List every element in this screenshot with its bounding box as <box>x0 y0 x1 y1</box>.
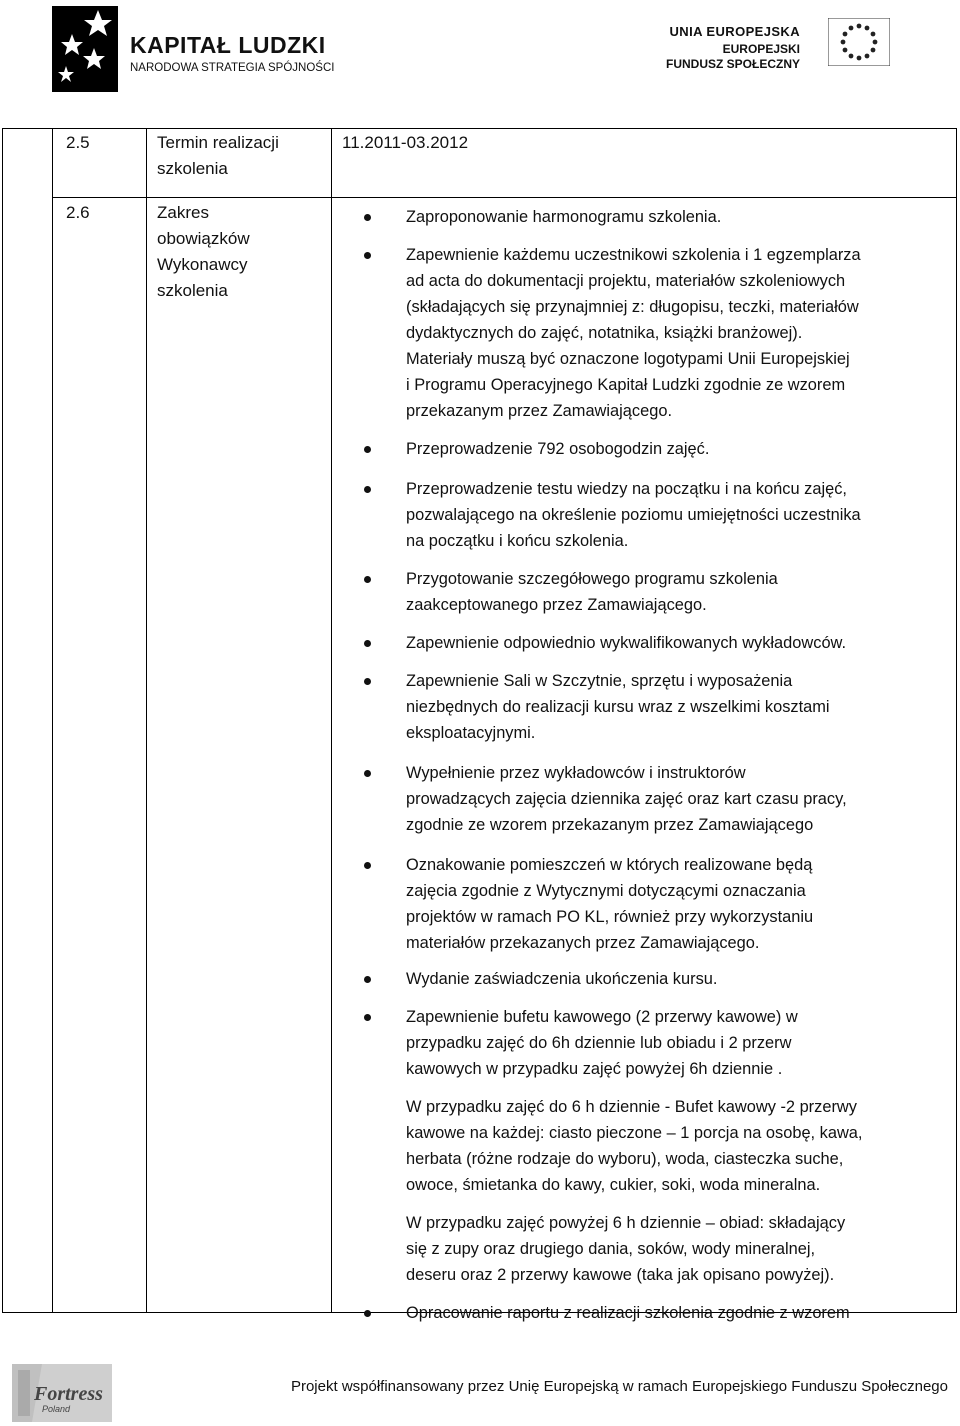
bullet-icon <box>364 640 371 647</box>
kapital-ludzki-mark-icon <box>50 4 120 94</box>
row-label-line: obowiązków <box>157 229 250 248</box>
eu-logo-line1: UNIA EUROPEJSKA <box>669 24 800 39</box>
row-value: 11.2011-03.2012 <box>342 133 469 152</box>
bullet-icon <box>364 678 371 685</box>
fortress-logo <box>12 1364 112 1422</box>
eu-stars-flag-icon <box>828 18 890 66</box>
bullet-icon <box>364 576 371 583</box>
paragraph-line: herbata (różne rodzaje do wyboru), woda, ciasteczka suche, <box>406 1150 844 1168</box>
list-item-line: Przeprowadzenie testu wiedzy na początku i na końcu zajęć, <box>406 480 847 498</box>
row-label-line: Zakres <box>157 203 209 222</box>
paragraph-line: kawowe na każdej: ciasto pieczone – 1 porcja na osobę, kawa, <box>406 1124 863 1142</box>
list-item-line: (składających się przynajmniej z: długopisu, teczki, materiałów <box>406 298 859 316</box>
fortress-logo-sub: Poland <box>42 1404 71 1414</box>
list-item <box>372 760 932 838</box>
list-item-line: zaakceptowanego przez Zamawiającego. <box>406 596 707 614</box>
row-label-line: szkolenia <box>157 159 228 178</box>
list-item-line: ad acta do dokumentacji projektu, materiałów szkoleniowych <box>406 272 846 290</box>
bullet-icon <box>364 252 371 259</box>
duties-list <box>372 204 932 1326</box>
list-item-line: Zapewnienie każdemu uczestnikowi szkolenia i 1 egzemplarza <box>406 246 861 264</box>
list-item-line: eksploatacyjnymi. <box>406 724 536 742</box>
list-item-line: materiałów przekazanych przez Zamawiającego. <box>406 934 760 952</box>
eu-logo <box>665 18 900 78</box>
kapital-ludzki-logo <box>50 4 335 94</box>
bullet-icon <box>364 1014 371 1021</box>
table-divider <box>52 128 53 1313</box>
paragraph-line: W przypadku zajęć do 6 h dziennie - Bufet kawowy -2 przerwy <box>406 1098 857 1116</box>
bullet-icon <box>364 976 371 983</box>
footer-funding-note: Projekt współfinansowany przez Unię Europejską w ramach Europejskiego Funduszu Społecznego <box>290 1378 948 1395</box>
list-item-line: Zaproponowanie harmonogramu szkolenia. <box>406 208 722 226</box>
list-item-line: Zapewnienie Sali w Szczytnie, sprzętu i wyposażenia <box>406 672 793 690</box>
list-item <box>372 436 932 462</box>
list-item-line: Zapewnienie odpowiednio wykwalifikowanych wykładowców. <box>406 634 847 652</box>
list-item <box>372 566 932 618</box>
list-item-line: zajęcia zgodnie z Wytycznymi dotyczącymi oznaczania <box>406 882 806 900</box>
list-item-line: zgodnie ze wzorem przekazanym przez Zamawiającego <box>406 816 814 834</box>
list-item-line: dydaktycznych do zajęć, notatnika, książki branżowej). <box>406 324 803 342</box>
bullet-icon <box>364 214 371 221</box>
bullet-icon <box>364 770 371 777</box>
list-item-line: Wydanie zaświadczenia ukończenia kursu. <box>406 970 718 988</box>
list-item-line: Wypełnienie przez wykładowców i instruktorów <box>406 764 746 782</box>
list-item-line: przypadku zajęć do 6h dziennie lub obiadu i 2 przerw <box>406 1034 792 1052</box>
list-item-line: niezbędnych do realizacji kursu wraz z wszelkimi kosztami <box>406 698 830 716</box>
paragraph-line: deseru oraz 2 przerwy kawowe (taka jak opisano powyżej). <box>406 1266 835 1284</box>
list-item <box>372 630 932 656</box>
list-item <box>372 1004 932 1288</box>
page-header <box>0 0 960 110</box>
list-item <box>372 852 932 956</box>
bullet-icon <box>364 1310 371 1317</box>
paragraph-line: W przypadku zajęć powyżej 6 h dziennie – obiad: składający <box>406 1214 846 1232</box>
row-label <box>157 130 317 182</box>
list-item-line: Oznakowanie pomieszczeń w których realizowane będą <box>406 856 813 874</box>
table-divider <box>331 128 332 1313</box>
row-label <box>157 200 317 304</box>
list-item <box>372 1300 932 1326</box>
bullet-icon <box>364 446 371 453</box>
list-item-line: i Programu Operacyjnego Kapitał Ludzki zgodnie ze wzorem <box>406 376 846 394</box>
list-item-line: Przygotowanie szczegółowego programu szkolenia <box>406 570 778 588</box>
fortress-logo-text: Fortress <box>34 1383 103 1405</box>
list-item-line: Opracowanie raportu z realizacji szkolenia zgodnie z wzorem <box>406 1304 850 1322</box>
list-item <box>372 966 932 992</box>
row-label-line: Wykonawcy <box>157 255 248 274</box>
eu-logo-line2: EUROPEJSKI <box>722 42 800 56</box>
kapital-ludzki-subtitle: NARODOWA STRATEGIA SPÓJNOŚCI <box>130 62 335 74</box>
list-item-line: projektów w ramach PO KL, również przy wykorzystaniu <box>406 908 814 926</box>
list-item-line: przekazanym przez Zamawiającego. <box>406 402 673 420</box>
list-item-line: Materiały muszą być oznaczone logotypami Unii Europejskiej <box>406 350 850 368</box>
list-item-paragraph <box>406 1094 932 1198</box>
list-item-line: prowadzących zajęcia dziennika zajęć oraz kart czasu pracy, <box>406 790 847 808</box>
row-number: 2.6 <box>66 203 90 222</box>
paragraph-line: się z zupy oraz drugiego dania, soków, wody mineralnej, <box>406 1240 816 1258</box>
row-number: 2.5 <box>66 133 90 152</box>
paragraph-line: owoce, śmietanka do kawy, cukier, soki, woda mineralna. <box>406 1176 821 1194</box>
table-divider <box>146 128 147 1313</box>
list-item-line: pozwalającego na określenie poziomu umiejętności uczestnika <box>406 506 861 524</box>
list-item <box>372 668 932 746</box>
eu-logo-line3: FUNDUSZ SPOŁECZNY <box>665 57 800 71</box>
list-item-line: na początku i końcu szkolenia. <box>406 532 629 550</box>
row-label-line: Termin realizacji <box>157 133 279 152</box>
row-label-line: szkolenia <box>157 281 228 300</box>
list-item-line: kawowych w przypadku zajęć powyżej 6h dziennie . <box>406 1060 783 1078</box>
list-item-paragraph <box>406 1210 932 1288</box>
bullet-icon <box>364 486 371 493</box>
kapital-ludzki-title: KAPITAŁ LUDZKI <box>130 32 326 58</box>
list-item <box>372 476 932 554</box>
table-divider <box>52 197 957 198</box>
list-item-line: Przeprowadzenie 792 osobogodzin zajęć. <box>406 440 710 458</box>
bullet-icon <box>364 862 371 869</box>
list-item <box>372 204 932 230</box>
list-item <box>372 242 932 424</box>
list-item-line: Zapewnienie bufetu kawowego (2 przerwy kawowe) w <box>406 1008 798 1026</box>
